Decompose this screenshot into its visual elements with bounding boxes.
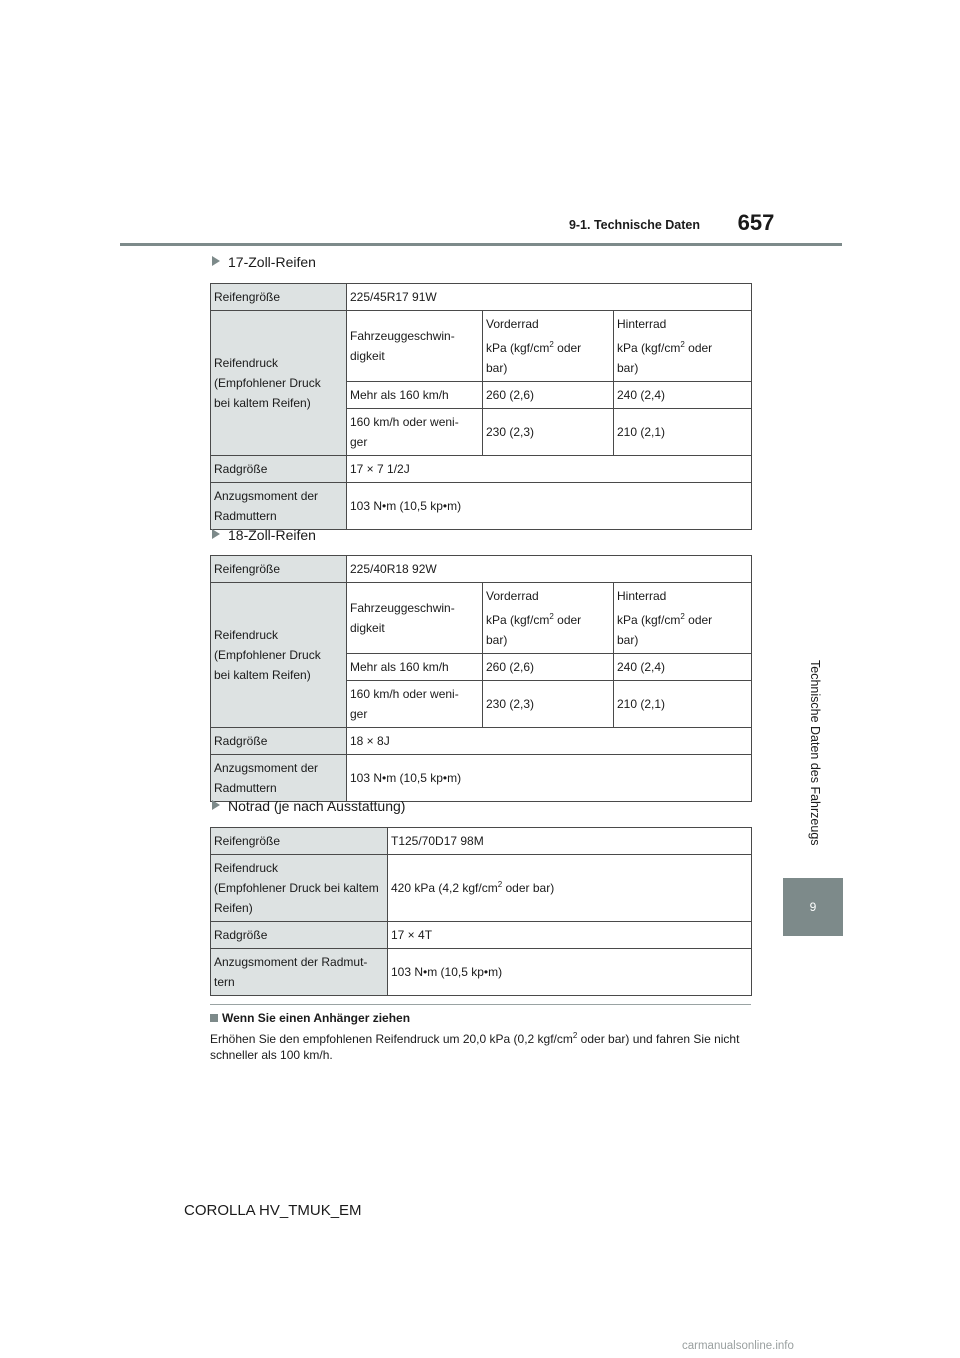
tire-pressure-label: Reifendruck (Empfohlener Druck bei kaltem Reifen) <box>211 583 347 728</box>
chapter-side-label: Technische Daten des Fahrzeugs <box>808 660 822 846</box>
tire-pressure-label: Reifendruck (Empfohlener Druck bei kaltem Reifen) <box>211 855 388 922</box>
table-row <box>211 456 752 483</box>
speed-value: 160 km/h oder weni- ger <box>347 681 483 728</box>
table-row <box>211 922 752 949</box>
table-row <box>211 755 752 802</box>
triangle-bullet-icon <box>212 256 220 266</box>
front-wheel-header: Vorderrad kPa ($kgf/cm^2$ oder bar) <box>483 311 614 382</box>
tire-size-value: 225/40R18 92W <box>347 556 752 583</box>
triangle-bullet-icon <box>212 529 220 539</box>
triangle-bullet-icon <box>212 800 220 810</box>
torque-value: 103 N•m (10,5 kp•m) <box>347 755 752 802</box>
table-row <box>211 311 752 382</box>
tire-pressure-label: Reifendruck (Empfohlener Druck bei kaltem Reifen) <box>211 311 347 456</box>
rear-wheel-header: Hinterrad kPa ($kgf/cm^2$ oder bar) <box>614 583 752 654</box>
note-title: Wenn Sie einen Anhänger ziehen <box>210 1011 410 1025</box>
tire-size-label: Reifengröße <box>211 284 347 311</box>
front-wheel-header: Vorderrad kPa ($kgf/cm^2$ oder bar) <box>483 583 614 654</box>
note-divider <box>210 1004 751 1005</box>
wheel-size-label: Radgröße <box>211 728 347 755</box>
section-title: 9-1. Technische Daten <box>568 218 700 232</box>
chapter-tab <box>783 878 843 936</box>
square-bullet-icon <box>210 1014 218 1022</box>
torque-value: 103 N•m (10,5 kp•m) <box>347 483 752 530</box>
rear-pressure-value: 210 (2,1) <box>614 409 752 456</box>
table-row <box>211 556 752 583</box>
speed-value: Mehr als 160 km/h <box>347 654 483 681</box>
table-17-inch-tires <box>210 283 752 530</box>
rear-pressure-value: 210 (2,1) <box>614 681 752 728</box>
rear-pressure-value: 240 (2,4) <box>614 382 752 409</box>
heading-17-inch: 17-Zoll-Reifen <box>212 254 316 270</box>
table-spare-tire <box>210 827 752 996</box>
torque-label: Anzugsmoment der Radmut- tern <box>211 949 388 996</box>
front-pressure-value: 230 (2,3) <box>483 409 614 456</box>
tire-pressure-value: 420 kPa (4,2 kgf/$cm^2$ oder bar) <box>388 855 752 922</box>
header-divider <box>120 243 842 246</box>
tire-size-value: T125/70D17 98M <box>388 828 752 855</box>
torque-label: Anzugsmoment der Radmuttern <box>211 755 347 802</box>
wheel-size-label: Radgröße <box>211 922 388 949</box>
wheel-size-value: 17 × 7 1/2J <box>347 456 752 483</box>
rear-pressure-value: 240 (2,4) <box>614 654 752 681</box>
page-number: 657 <box>737 210 775 235</box>
table-row <box>211 949 752 996</box>
torque-value: 103 N•m (10,5 kp•m) <box>388 949 752 996</box>
footer-model: COROLLA HV_TMUK_EM <box>184 1202 362 1219</box>
front-pressure-value: 260 (2,6) <box>483 382 614 409</box>
front-pressure-value: 230 (2,3) <box>483 681 614 728</box>
table-row <box>211 483 752 530</box>
tire-size-value: 225/45R17 91W <box>347 284 752 311</box>
table-row <box>211 855 752 922</box>
tire-size-label: Reifengröße <box>211 828 388 855</box>
heading-18-inch: 18-Zoll-Reifen <box>212 527 316 543</box>
table-row <box>211 284 752 311</box>
heading-spare-wheel: Notrad (je nach Ausstattung) <box>212 798 405 814</box>
wheel-size-value: 18 × 8J <box>347 728 752 755</box>
rear-wheel-header: Hinterrad kPa ($kgf/cm^2$ oder bar) <box>614 311 752 382</box>
wheel-size-value: 17 × 4T <box>388 922 752 949</box>
speed-header: Fahrzeuggeschwin- digkeit <box>347 583 483 654</box>
speed-value: 160 km/h oder weni- ger <box>347 409 483 456</box>
tire-size-label: Reifengröße <box>211 556 347 583</box>
torque-label: Anzugsmoment der Radmuttern <box>211 483 347 530</box>
speed-header: Fahrzeuggeschwin- digkeit <box>347 311 483 382</box>
watermark: carmanualsonline.info <box>682 1340 794 1352</box>
chapter-number: 9 <box>809 900 817 914</box>
front-pressure-value: 260 (2,6) <box>483 654 614 681</box>
wheel-size-label: Radgröße <box>211 456 347 483</box>
table-18-inch-tires <box>210 555 752 802</box>
note-text: Erhöhen Sie den empfohlenen Reifendruck um 20,0 kPa (0,2 kgf/$cm^2$ oder bar) und fahren Sie nicht schneller als 100 km/h. <box>210 1031 740 1062</box>
table-row <box>211 828 752 855</box>
speed-value: Mehr als 160 km/h <box>347 382 483 409</box>
table-row <box>211 583 752 654</box>
table-row <box>211 728 752 755</box>
